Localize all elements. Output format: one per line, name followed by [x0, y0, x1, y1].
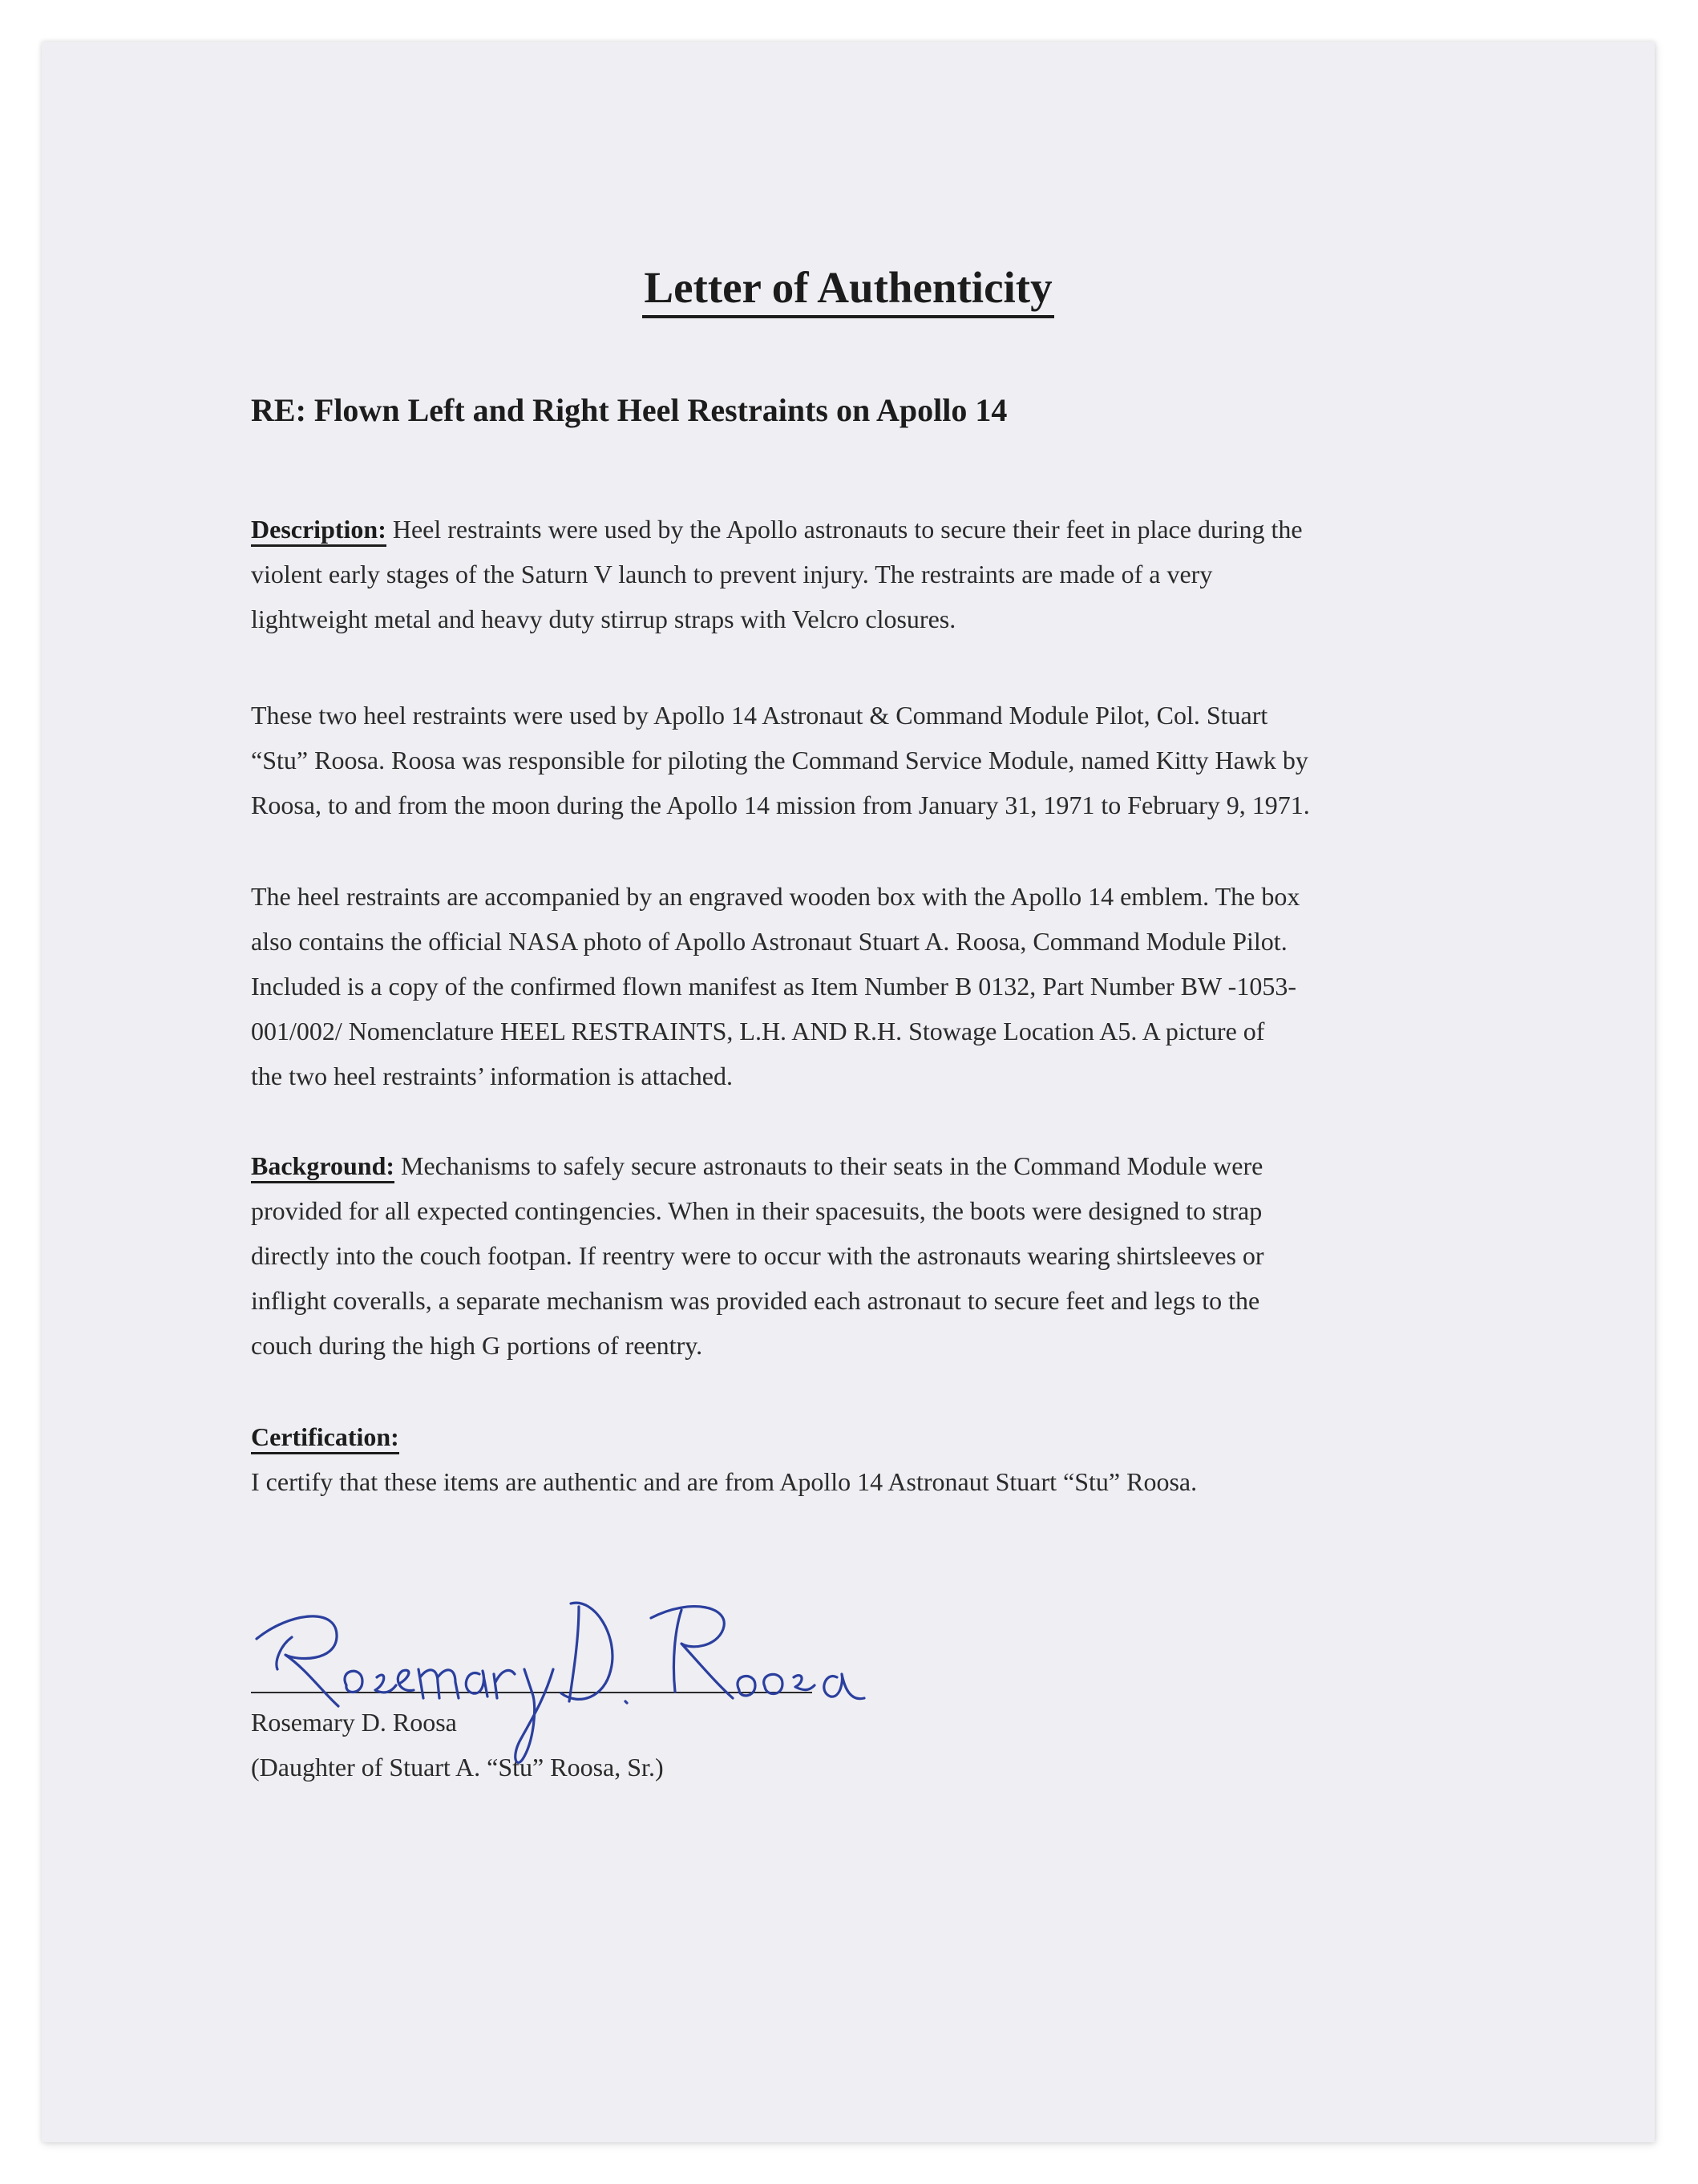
contents-line-5: the two heel restraints’ information is attached. [251, 1062, 733, 1090]
background-line-3: directly into the couch footpan. If reentry were to occur with the astronauts wearing shirtsleeves or [251, 1241, 1264, 1270]
background-line-4: inflight coveralls, a separate mechanism was provided each astronaut to secure feet and legs to the [251, 1286, 1260, 1315]
certification-section [251, 1414, 1494, 1504]
subject-line: RE: Flown Left and Right Heel Restraints on Apollo 14 [251, 392, 1008, 428]
description-line-1 [251, 507, 1494, 552]
contents-line-4: 001/002/ Nomenclature HEEL RESTRAINTS, L.H. AND R.H. Stowage Location A5. A picture of [251, 1017, 1265, 1045]
usage-paragraph [251, 693, 1494, 827]
background-line-1 [251, 1143, 1494, 1188]
usage-line-1: These two heel restraints were used by Apollo 14 Astronaut & Command Module Pilot, Col. Stuart [251, 701, 1268, 730]
signer-relation: (Daughter of Stuart A. “Stu” Roosa, Sr.) [251, 1753, 664, 1782]
contents-line-2: also contains the official NASA photo of Apollo Astronaut Stuart A. Roosa, Command Module Pilot. [251, 927, 1288, 956]
letter-title [42, 262, 1655, 318]
background-line-5: couch during the high G portions of reentry. [251, 1331, 703, 1360]
description-text-1: Heel restraints were used by the Apollo astronauts to secure their feet in place during the [386, 515, 1303, 544]
certification-heading [251, 1414, 1494, 1459]
usage-line-3: Roosa, to and from the moon during the Apollo 14 mission from January 31, 1971 to February 9, 1971. [251, 791, 1310, 819]
description-label: Description: [251, 515, 386, 547]
description-line-3: lightweight metal and heavy duty stirrup straps with Velcro closures. [251, 605, 956, 633]
signer-name: Rosemary D. Roosa [251, 1708, 457, 1737]
background-label: Background: [251, 1151, 394, 1183]
background-line-2: provided for all expected contingencies. When in their spacesuits, the boots were designed to strap [251, 1196, 1263, 1225]
description-paragraph [251, 507, 1494, 641]
letter-page [42, 42, 1655, 2142]
background-text-1: Mechanisms to safely secure astronauts to their seats in the Command Module were [394, 1151, 1263, 1180]
contents-line-3: Included is a copy of the confirmed flown manifest as Item Number B 0132, Part Number BW -1053- [251, 972, 1296, 1001]
contents-line-1: The heel restraints are accompanied by an engraved wooden box with the Apollo 14 emblem. The box [251, 882, 1300, 911]
certification-text: I certify that these items are authentic and are from Apollo 14 Astronaut Stuart “Stu” Roosa. [251, 1467, 1198, 1496]
background-paragraph [251, 1143, 1494, 1368]
usage-line-2: “Stu” Roosa. Roosa was responsible for piloting the Command Service Module, named Kitty Hawk by [251, 746, 1308, 775]
contents-paragraph [251, 874, 1494, 1098]
letter-title-text: Letter of Authenticity [642, 262, 1053, 318]
certification-label: Certification: [251, 1422, 399, 1454]
description-line-2: violent early stages of the Saturn V launch to prevent injury. The restraints are made of a very [251, 560, 1213, 588]
